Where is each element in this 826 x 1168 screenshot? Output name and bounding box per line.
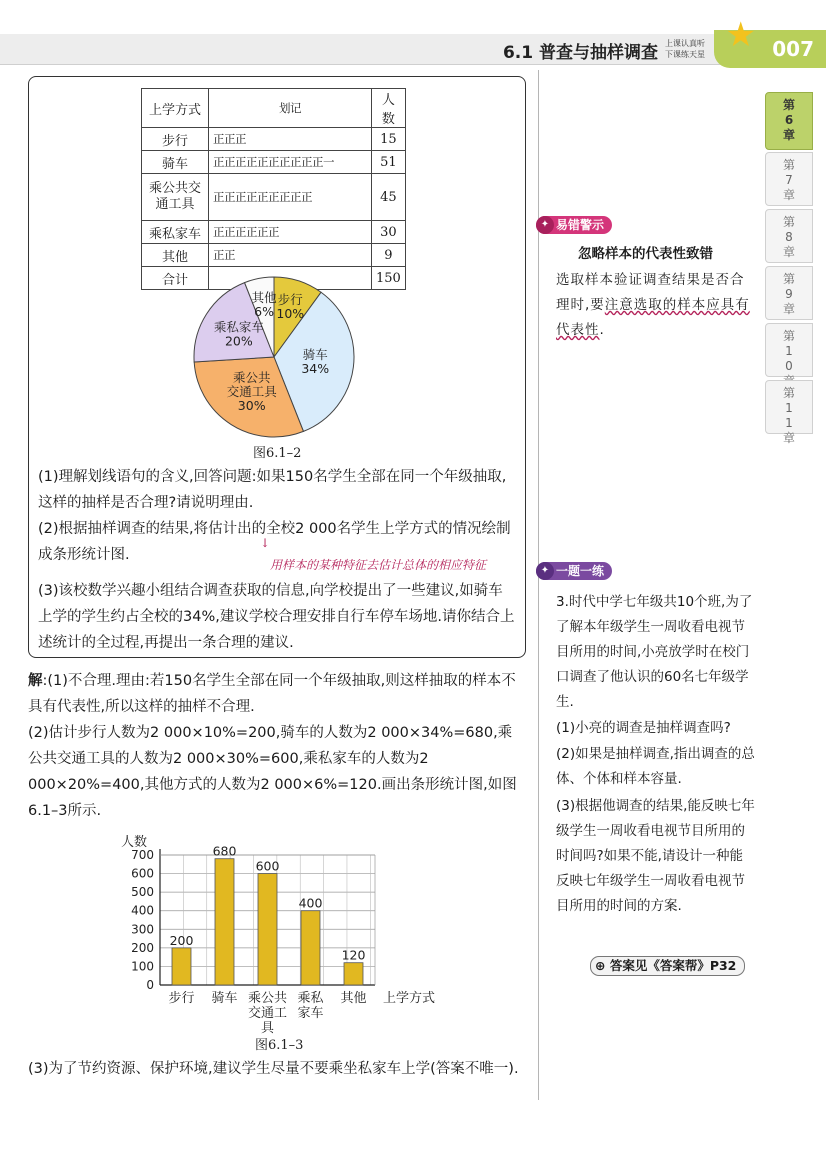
tab-label: 第7章 — [782, 158, 795, 202]
pie-label: 骑车 — [302, 347, 328, 363]
y-tick-label: 700 — [131, 848, 154, 862]
badge-label: 易错警示 — [556, 218, 605, 232]
pie-label: 乘私家车 — [213, 319, 264, 335]
warning-badge — [536, 216, 612, 234]
bar-chart — [120, 830, 440, 1040]
tab-chapter-6[interactable] — [765, 92, 813, 150]
x-tick-label: 其他 — [340, 991, 367, 1006]
slogan-line: 下课练天星 — [665, 50, 705, 59]
pie-label: 30% — [237, 398, 266, 414]
table-row — [142, 174, 406, 221]
question-1: (1)理解划线语句的含义,回答问题:如果150名学生全部在同一个年级抽取,这样的抽样是否合理?请说明理由. — [38, 469, 507, 511]
table-header: 划记 — [209, 89, 372, 128]
table-row — [142, 221, 406, 244]
table-cell: 正正正 — [209, 128, 372, 151]
warning-text — [556, 268, 756, 343]
tab-label: 第8章 — [782, 215, 795, 259]
table-cell: 步行 — [142, 128, 209, 151]
bar-value-label: 600 — [255, 858, 280, 874]
solution-part-1 — [28, 668, 526, 720]
answer-reference[interactable] — [590, 956, 745, 976]
tab-label: 第10 — [782, 329, 795, 373]
solution-text: :(1)不合理.理由:若150名学生全部在同一个年级抽取,则这样抽取的样本不具有代表性,所以这样的抽样不合理. — [28, 673, 516, 715]
y-tick-label: 200 — [131, 940, 154, 955]
badge-star-icon: ✦ — [536, 216, 554, 234]
table-cell: 乘私家车 — [142, 221, 209, 244]
y-tick-label: 400 — [131, 903, 154, 918]
pie-label: 20% — [224, 333, 253, 349]
solution-part-2: (2)估计步行人数为2 000×10%=200,骑车的人数为2 000×34%=680,乘公共交通工具的人数为2 000×30%=600,乘私家车的人数为2 000×20%=400,其他方式的人数为2 000×6%=120.画出条形统计图,如图6.1–3所示. — [28, 725, 517, 819]
pie-chart — [186, 272, 366, 438]
x-tick-label: 步行 — [168, 991, 195, 1006]
table-cell: 15 — [372, 128, 406, 151]
bar-value-label: 680 — [212, 843, 237, 859]
tab-label: 第9章 — [782, 272, 795, 316]
table-header: 上学方式 — [142, 89, 209, 128]
x-tick-label: 具 — [260, 1021, 275, 1036]
table-cell: 正正正正正正正正正正一 — [209, 151, 372, 174]
plus-circle-icon: ⊕ — [595, 958, 610, 973]
x-tick-label: 乘公共 — [247, 991, 288, 1006]
pie-label: 交通工具 — [226, 384, 277, 400]
tab-label: 第11章 — [782, 386, 795, 445]
practice-q2: (2)如果是抽样调查,指出调查的总体、个体和样本容量. — [556, 746, 755, 787]
warning-text-c: . — [599, 322, 605, 338]
practice-q3: (3)根据他调查的结果,能反映七年级学生一周收看电视节目所用的时间吗?如果不能,请设计一种能反映七年级学生一周收看电视节目所用的时间的方案. — [556, 798, 755, 914]
table-row — [142, 128, 406, 151]
pie-caption: 图6.1–2 — [253, 446, 302, 461]
x-tick-label: 交通工 — [247, 1006, 288, 1021]
pie-label: 34% — [301, 361, 330, 377]
warning-text-a: 选取样本验证调查结果是否合理时,要 — [556, 272, 745, 313]
warning-title: 忽略样本的代表性致错 — [578, 246, 713, 262]
pie-label: 其他 — [251, 290, 277, 306]
bar — [172, 948, 191, 985]
y-tick-label: 100 — [131, 959, 154, 974]
x-tick-label: 家车 — [297, 1006, 324, 1021]
x-tick-label: 骑车 — [211, 991, 238, 1006]
table-cell: 9 — [372, 244, 406, 267]
badge-star-icon: ✦ — [536, 562, 554, 580]
arrow-down-icon: ↓ — [260, 536, 271, 550]
table-cell: 正正正正正正 — [209, 221, 372, 244]
table-cell: 30 — [372, 221, 406, 244]
table-row — [142, 151, 406, 174]
tab-label: 第6章 — [782, 98, 795, 142]
practice-q1: (1)小亮的调查是抽样调查吗? — [556, 720, 731, 736]
bar-value-label: 200 — [169, 932, 194, 948]
tab-chapter-11[interactable] — [765, 380, 813, 445]
table-cell: 正正正正正正正正正 — [209, 174, 372, 221]
bar — [344, 963, 363, 985]
y-tick-label: 0 — [146, 978, 154, 992]
bar-value-label: 120 — [341, 947, 366, 963]
y-tick-label: 300 — [131, 922, 154, 937]
practice-intro: 3.时代中学七年级共10个班,为了了解本年级学生一周收看电视节目所用的时间,小亮放学时在校门口调查了他认识的60名七年级学生. — [556, 594, 753, 710]
table-cell: 51 — [372, 151, 406, 174]
slogan-line: 上课认真听 — [665, 39, 705, 48]
pie-label: 乘公共 — [232, 370, 271, 386]
page-title: 6.1 普查与抽样调查 — [502, 43, 658, 63]
table-cell: 正正 — [209, 244, 372, 267]
solution-label: 解 — [28, 673, 43, 689]
pie-label: 6% — [254, 304, 275, 320]
x-axis-label: 上学方式 — [383, 991, 436, 1006]
table-row — [142, 244, 406, 267]
handwritten-note: 用样本的某种特征去估计总体的相应特征 — [270, 558, 487, 572]
pie-label: 步行 — [277, 291, 303, 307]
x-tick-label: 乘私 — [297, 991, 324, 1006]
pie-label: 10% — [276, 305, 305, 321]
bar — [215, 859, 234, 985]
star-mascot-icon: ★ — [725, 15, 756, 55]
bar — [301, 911, 320, 985]
table-cell: 其他 — [142, 244, 209, 267]
y-axis-label: 人数 — [120, 835, 148, 850]
tab-chapter-9[interactable] — [765, 266, 813, 320]
practice-badge — [536, 562, 612, 580]
tab-chapter-7[interactable] — [765, 152, 813, 206]
warning-text-underlined: 注意选取的样本应具有代表性 — [556, 297, 750, 338]
data-table — [141, 88, 406, 290]
table-header: 人数 — [372, 89, 406, 128]
y-tick-label: 500 — [131, 885, 154, 900]
table-cell: 150 — [372, 267, 406, 290]
solution-part-3: (3)为了节约资源、保护环境,建议学生尽量不要乘坐私家车上学(答案不唯一). — [28, 1061, 519, 1077]
question-2: (2)根据抽样调查的结果,将估计出的全校2 000名学生上学方式的情况绘制成条形统计图. — [38, 521, 511, 563]
page-number: 007 — [714, 30, 826, 68]
table-cell: 合计 — [142, 267, 209, 290]
bar-value-label: 400 — [298, 895, 323, 911]
bar — [258, 874, 277, 985]
answer-reference-label: 答案见《答案帮》P32 — [609, 958, 737, 973]
bar-caption: 图6.1–3 — [255, 1038, 304, 1053]
table-cell: 45 — [372, 174, 406, 221]
tab-chapter-10[interactable] — [765, 323, 813, 377]
table-cell: 骑车 — [142, 151, 209, 174]
table-header-row — [142, 89, 406, 128]
tab-chapter-8[interactable] — [765, 209, 813, 263]
question-3: (3)该校数学兴趣小组结合调查获取的信息,向学校提出了一些建议,如骑车上学的学生约占全校的34%,建议学校合理安排自行车停车场地.请你结合上述统计的全过程,再提出一条合理的建议. — [38, 583, 515, 651]
badge-label: 一题一练 — [556, 564, 605, 578]
header-slogan — [662, 38, 708, 60]
y-tick-label: 600 — [131, 866, 154, 881]
table-cell: 乘公共交通工具 — [142, 174, 209, 221]
